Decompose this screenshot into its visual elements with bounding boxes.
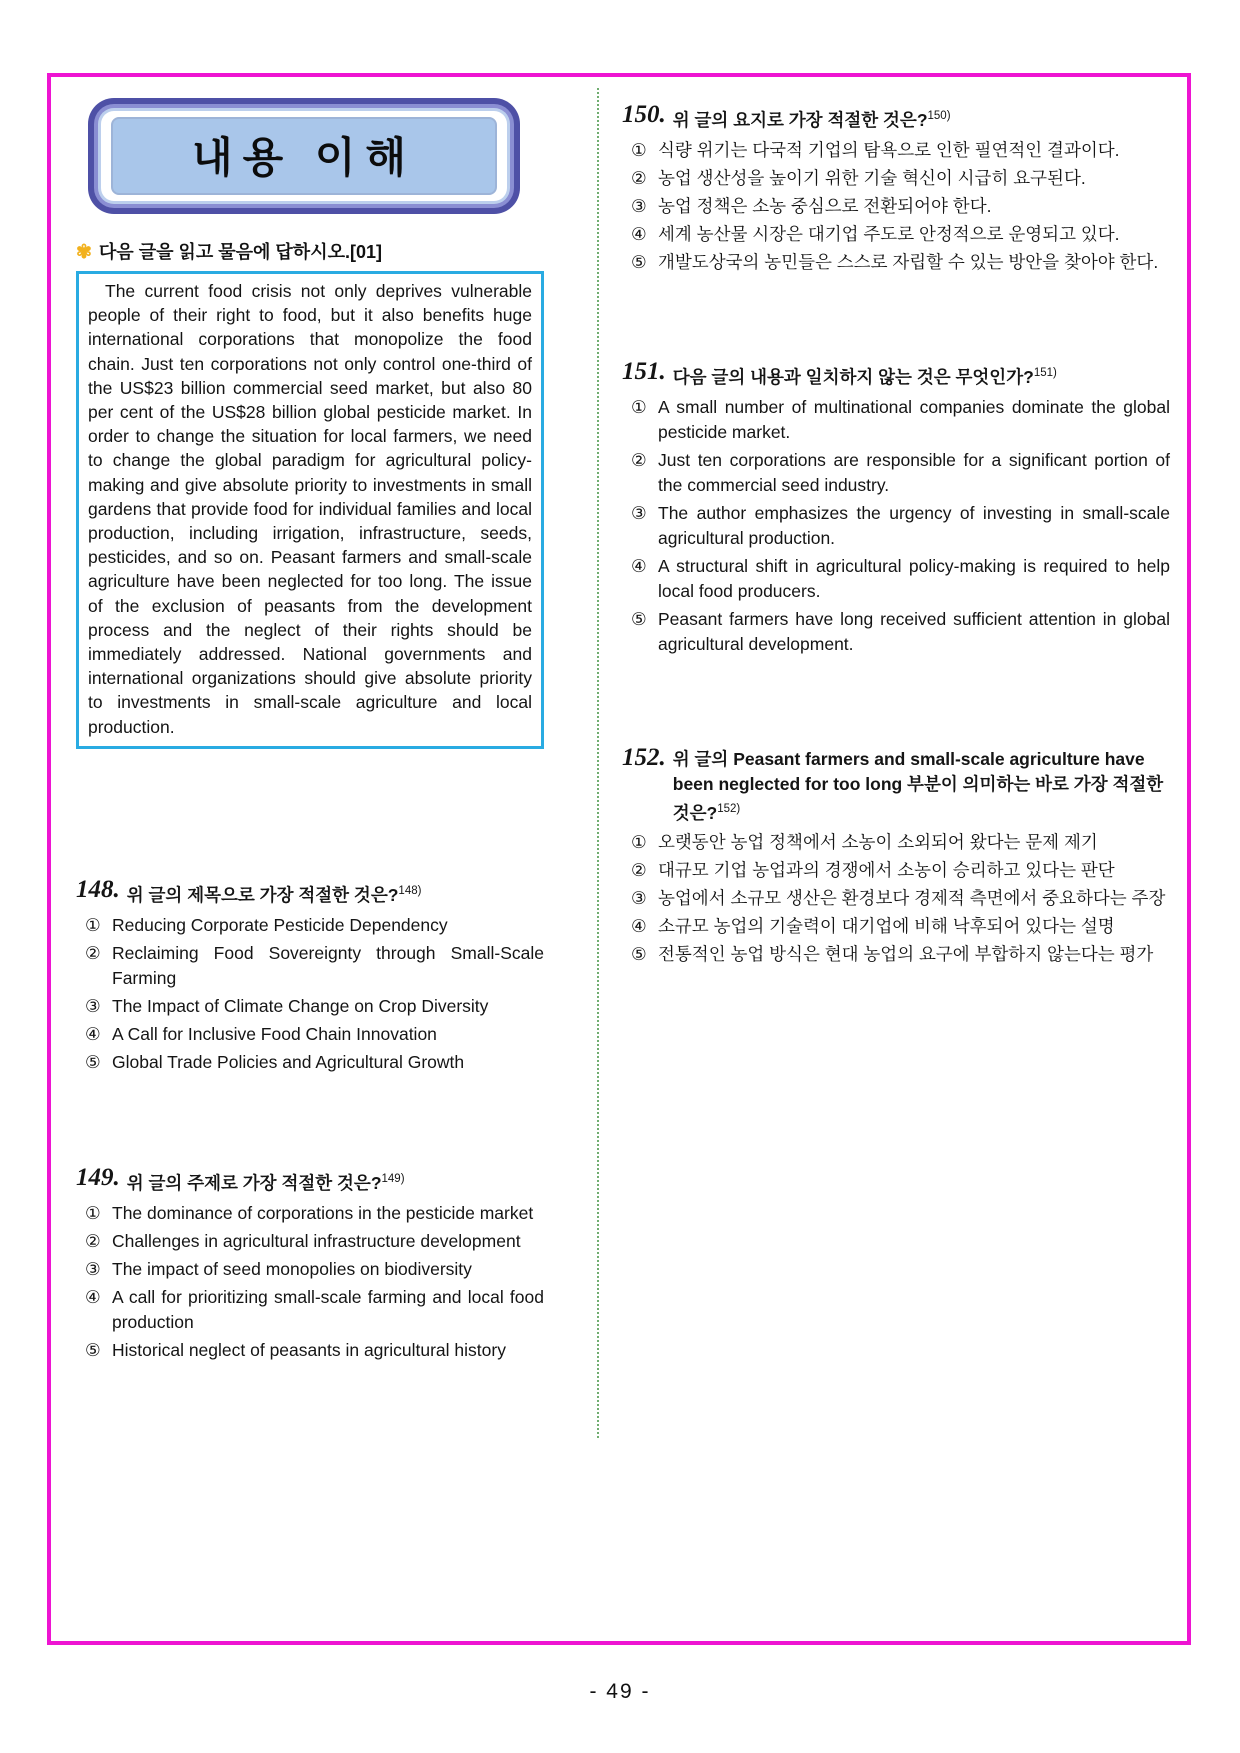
question-149 bbox=[76, 1165, 544, 1363]
option bbox=[631, 395, 1170, 445]
option-text: Reducing Corporate Pesticide Dependency bbox=[112, 914, 448, 935]
option bbox=[85, 1338, 544, 1363]
option-text: Global Trade Policies and Agricultural Growth bbox=[112, 1051, 465, 1072]
question-149-head bbox=[76, 1165, 544, 1196]
question-prompt bbox=[673, 359, 1170, 390]
option-text: 농업 생산성을 높이기 위한 기술 혁신이 시급히 요구된다. bbox=[658, 167, 1086, 188]
option-text: 개발도상국의 농민들은 스스로 자립할 수 있는 방안을 찾아야 한다. bbox=[658, 251, 1159, 272]
option bbox=[85, 913, 544, 938]
question-prompt-text: 다음 글의 내용과 일치하지 않는 것은 무엇인가? bbox=[672, 366, 1034, 387]
option bbox=[85, 1022, 544, 1047]
option-marker: ⑤ bbox=[631, 944, 647, 965]
question-148-head bbox=[76, 877, 544, 908]
question-prompt-text: 위 글의 주제로 가장 적절한 것은? bbox=[126, 1172, 382, 1193]
option bbox=[631, 501, 1170, 551]
option-marker: ④ bbox=[631, 916, 647, 937]
question-note: 151) bbox=[1033, 366, 1057, 379]
option-marker: ① bbox=[85, 914, 101, 935]
option bbox=[85, 994, 544, 1019]
option bbox=[631, 858, 1170, 883]
option bbox=[631, 942, 1170, 967]
option-marker: ③ bbox=[85, 995, 101, 1016]
question-149-options bbox=[76, 1201, 544, 1363]
right-column bbox=[622, 96, 1170, 967]
question-150-head bbox=[622, 102, 1170, 133]
option-marker: ③ bbox=[631, 195, 647, 216]
option-text: The Impact of Climate Change on Crop Diversity bbox=[112, 995, 489, 1016]
option bbox=[85, 1201, 544, 1226]
option-text: Just ten corporations are responsible for a significant portion of the commercial seed industry. bbox=[658, 449, 1170, 495]
instruction-text: 다음 글을 읽고 물음에 답하시오.[01] bbox=[98, 242, 382, 262]
option bbox=[631, 194, 1170, 219]
option bbox=[631, 830, 1170, 855]
question-148-options bbox=[76, 913, 544, 1075]
option-text: The author emphasizes the urgency of investing in small-scale agricultural production. bbox=[658, 502, 1170, 548]
column-divider bbox=[597, 88, 599, 1438]
question-note: 150) bbox=[927, 110, 951, 122]
option-marker: ③ bbox=[631, 502, 647, 523]
title-box-white-ring bbox=[101, 111, 507, 201]
option-text: 소규모 농업의 기술력이 대기업에 비해 낙후되어 있다는 설명 bbox=[658, 916, 1115, 937]
question-number: 152. bbox=[622, 743, 666, 771]
flower-icon: ✾ bbox=[76, 242, 92, 263]
question-152-head bbox=[622, 745, 1170, 826]
question-150-options bbox=[622, 138, 1170, 275]
instruction-line bbox=[76, 240, 544, 265]
option-marker: ② bbox=[631, 860, 647, 881]
option bbox=[85, 1050, 544, 1075]
question-148 bbox=[76, 877, 544, 1075]
option-text: 식량 위기는 다국적 기업의 탐욕으로 인한 필연적인 결과이다. bbox=[658, 139, 1120, 160]
section-title: 내용 이해 bbox=[111, 117, 497, 195]
option-text: 농업 정책은 소농 중심으로 전환되어야 한다. bbox=[658, 195, 992, 216]
option-marker: ② bbox=[631, 167, 647, 188]
option-text: 전통적인 농업 방식은 현대 농업의 요구에 부합하지 않는다는 평가 bbox=[658, 944, 1154, 965]
option-marker: ④ bbox=[85, 1286, 101, 1307]
option-text: 대규모 기업 농업과의 경쟁에서 소농이 승리하고 있다는 판단 bbox=[658, 860, 1115, 881]
option-text: Historical neglect of peasants in agricultural history bbox=[112, 1339, 506, 1360]
option-text: A Call for Inclusive Food Chain Innovation bbox=[112, 1023, 437, 1044]
option-marker: ⑤ bbox=[85, 1051, 101, 1072]
question-152-options bbox=[622, 830, 1170, 967]
option-text: 오랫동안 농업 정책에서 소농이 소외되어 왔다는 문제 제기 bbox=[658, 832, 1098, 853]
passage-text: The current food crisis not only deprives vulnerable people of their right to food, but it also benefits huge international corporations that monopolize the food chain. Just ten corporations not only control one-third of the US$23 billion commercial seed market, but also 80 per cent of the US$28 billion global pesticide market. In order to change the situation for local farmers, we need to change the global paradigm for agricultural policy-making and give absolute priority to investments in small gardens that provide food for individual families and local production, including irrigation, infrastructure, seeds, pesticides, and so on. Peasant farmers and small-scale agriculture have been neglected for too long. The issue of the exclusion of peasants from the development process and the neglect of their rights should be immediately addressed. National governments and international organizations should give absolute priority to investments in small-scale agriculture and local production. bbox=[88, 281, 532, 737]
option-marker: ② bbox=[631, 449, 647, 470]
option bbox=[631, 914, 1170, 939]
option-marker: ④ bbox=[631, 223, 647, 244]
option-marker: ④ bbox=[631, 555, 647, 576]
option-marker: ⑤ bbox=[631, 251, 647, 272]
question-151-options bbox=[622, 395, 1170, 657]
question-number: 151. bbox=[622, 357, 666, 385]
title-box-ring bbox=[94, 104, 514, 208]
option bbox=[631, 448, 1170, 498]
question-number: 149. bbox=[76, 1163, 120, 1191]
option-text: A small number of multinational companies dominate the global pesticide market. bbox=[658, 396, 1170, 442]
option-text: A structural shift in agricultural policy-making is required to help local food producers. bbox=[658, 555, 1170, 601]
option bbox=[631, 222, 1170, 247]
option-text: The dominance of corporations in the pesticide market bbox=[112, 1202, 534, 1223]
option-marker: ③ bbox=[631, 888, 647, 909]
question-number: 150. bbox=[622, 101, 666, 128]
option bbox=[631, 554, 1170, 604]
option-marker: ① bbox=[631, 832, 647, 853]
option-marker: ④ bbox=[85, 1023, 101, 1044]
option-text: 농업에서 소규모 생산은 환경보다 경제적 측면에서 중요하다는 주장 bbox=[658, 888, 1166, 909]
left-column bbox=[76, 98, 544, 1363]
question-prompt bbox=[673, 102, 1170, 133]
option-marker: ① bbox=[631, 139, 647, 160]
question-note: 152) bbox=[717, 802, 741, 815]
option bbox=[85, 941, 544, 991]
question-prompt-text: 위 글의 Peasant farmers and small-scale agriculture have been neglected for too long 부분이 의미하는 바로 가장 적절한 것은? bbox=[672, 748, 1164, 823]
option bbox=[85, 1285, 544, 1335]
question-prompt-text: 위 글의 요지로 가장 적절한 것은? bbox=[672, 109, 928, 130]
option-marker: ② bbox=[85, 942, 101, 963]
question-number: 148. bbox=[76, 875, 120, 903]
option-text: Reclaiming Food Sovereignty through Small-Scale Farming bbox=[112, 942, 544, 988]
question-152 bbox=[622, 745, 1170, 968]
option-text: Challenges in agricultural infrastructure development bbox=[112, 1230, 521, 1251]
option-text: The impact of seed monopolies on biodiversity bbox=[112, 1258, 472, 1279]
option bbox=[85, 1257, 544, 1282]
option-text: 세계 농산물 시장은 대기업 주도로 안정적으로 운영되고 있다. bbox=[658, 223, 1120, 244]
question-150 bbox=[622, 102, 1170, 275]
option-text: Peasant farmers have long received sufficient attention in global agricultural development. bbox=[658, 608, 1170, 654]
page-number: - 49 - bbox=[589, 1680, 651, 1703]
option bbox=[631, 250, 1170, 275]
option bbox=[631, 166, 1170, 191]
question-prompt bbox=[127, 1165, 544, 1196]
option bbox=[631, 886, 1170, 911]
title-box-ring-inner bbox=[98, 108, 510, 204]
option bbox=[631, 607, 1170, 657]
option bbox=[85, 1229, 544, 1254]
question-prompt bbox=[127, 877, 544, 908]
option-text: A call for prioritizing small-scale farming and local food production bbox=[112, 1286, 544, 1332]
option-marker: ⑤ bbox=[85, 1339, 101, 1360]
section-title-box bbox=[88, 98, 520, 214]
option-marker: ② bbox=[85, 1230, 101, 1251]
passage-box bbox=[76, 271, 544, 749]
option bbox=[631, 138, 1170, 163]
option-marker: ① bbox=[631, 396, 647, 417]
question-note: 148) bbox=[398, 884, 422, 897]
question-prompt-text: 위 글의 제목으로 가장 적절한 것은? bbox=[126, 884, 399, 905]
option-marker: ③ bbox=[85, 1258, 101, 1279]
question-note: 149) bbox=[381, 1172, 405, 1185]
option-marker: ⑤ bbox=[631, 608, 647, 629]
option-marker: ① bbox=[85, 1202, 101, 1223]
question-151-head bbox=[622, 359, 1170, 390]
question-prompt bbox=[673, 745, 1170, 826]
question-151 bbox=[622, 359, 1170, 657]
